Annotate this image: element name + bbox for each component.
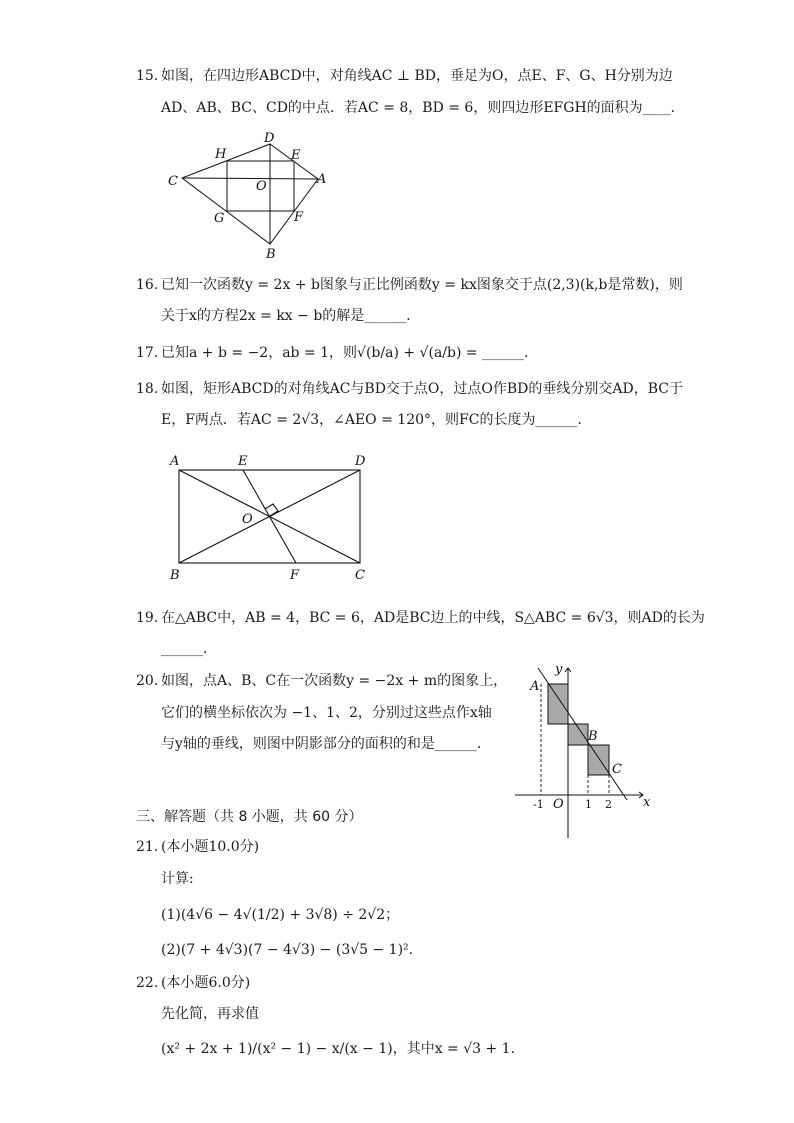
label-A: A	[530, 679, 540, 694]
tick-2: 2	[605, 798, 612, 811]
q18-figure	[165, 445, 380, 590]
q18-line1: 如图，矩形ABCD的对角线AC与BD交于点O，过点O作BD的垂线分别交AD，BC于	[161, 381, 683, 397]
label-E: E	[238, 454, 248, 469]
label-O: O	[242, 512, 253, 527]
q20-line2: 它们的横坐标依次为 −1、1、2，分别过这些点作x轴	[161, 705, 492, 721]
q17-number: 17.	[136, 345, 159, 361]
label-A: A	[170, 454, 180, 469]
q22-score: (本小题6.0分)	[161, 975, 251, 991]
q16-number: 16.	[136, 277, 159, 293]
q21-part2: (2)(7 + 4√3)(7 − 4√3) − (3√5 − 1)².	[161, 942, 414, 958]
label-C: C	[612, 762, 622, 777]
q17-line1: 已知a + b = −2，ab = 1，则√(b/a) + √(a/b) = ______．	[161, 345, 539, 361]
q16-line1: 已知一次函数y = 2x + b图象与正比例函数y = kx图象交于点(2,3)(k,b是常数)，则	[161, 277, 683, 293]
label-C: C	[168, 174, 178, 189]
q22-expression: (x² + 2x + 1)/(x² − 1) − x/(x − 1)，其中x = √3 + 1.	[161, 1041, 516, 1057]
axis-x-label: x	[643, 795, 651, 810]
tick-neg1: -1	[533, 798, 544, 811]
q20-number: 20.	[136, 673, 159, 689]
q16-line2: 关于x的方程2x = kx − b的解是______．	[161, 308, 421, 324]
q20-line1: 如图，点A、B、C在一次函数y = −2x + m的图象上，	[161, 673, 508, 689]
q15-line1: 如图，在四边形ABCD中，对角线AC ⊥ BD，垂足为O，点E、F、G、H分别为边	[161, 68, 673, 84]
label-B: B	[588, 729, 598, 744]
label-B: B	[170, 568, 180, 583]
q21-part1: (1)(4√6 − 4√(1/2) + 3√8) ÷ 2√2；	[161, 907, 400, 923]
label-C: C	[355, 568, 365, 583]
label-D: D	[355, 454, 366, 469]
q19-line2: ______．	[161, 641, 217, 657]
tick-1: 1	[585, 798, 592, 811]
q21-score: (本小题10.0分)	[161, 839, 260, 855]
q18-number: 18.	[136, 381, 159, 397]
label-G: G	[214, 211, 225, 226]
q15-line2: AD、AB、BC、CD的中点．若AC = 8，BD = 6，则四边形EFGH的面积为____．	[161, 100, 685, 116]
q20-figure	[505, 660, 655, 845]
label-E: E	[291, 148, 301, 163]
q21-number: 21.	[136, 839, 159, 855]
label-H: H	[215, 147, 227, 162]
q20-line3: 与y轴的垂线，则图中阴影部分的面积的和是______．	[161, 736, 491, 752]
label-O: O	[256, 179, 267, 194]
label-B: B	[266, 247, 276, 262]
q21-intro: 计算:	[161, 871, 194, 887]
q22-number: 22.	[136, 975, 159, 991]
label-F: F	[294, 210, 304, 225]
q22-intro: 先化简，再求值	[161, 1006, 259, 1022]
q15-figure	[160, 128, 340, 263]
label-A: A	[317, 172, 327, 187]
q19-line1: 在△ABC中，AB = 4，BC = 6，AD是BC边上的中线，S△ABC = 6√3，则AD的长为	[161, 610, 705, 626]
q18-line2: E，F两点．若AC = 2√3，∠AEO = 120°，则FC的长度为______．	[161, 412, 592, 428]
label-O: O	[553, 797, 564, 812]
label-F: F	[290, 568, 300, 583]
label-D: D	[264, 131, 275, 146]
axis-y-label: y	[555, 662, 563, 677]
section-title: 三、解答题（共 8 小题，共 60 分）	[136, 809, 363, 825]
q15-number: 15.	[136, 68, 159, 84]
q19-number: 19.	[136, 610, 159, 626]
